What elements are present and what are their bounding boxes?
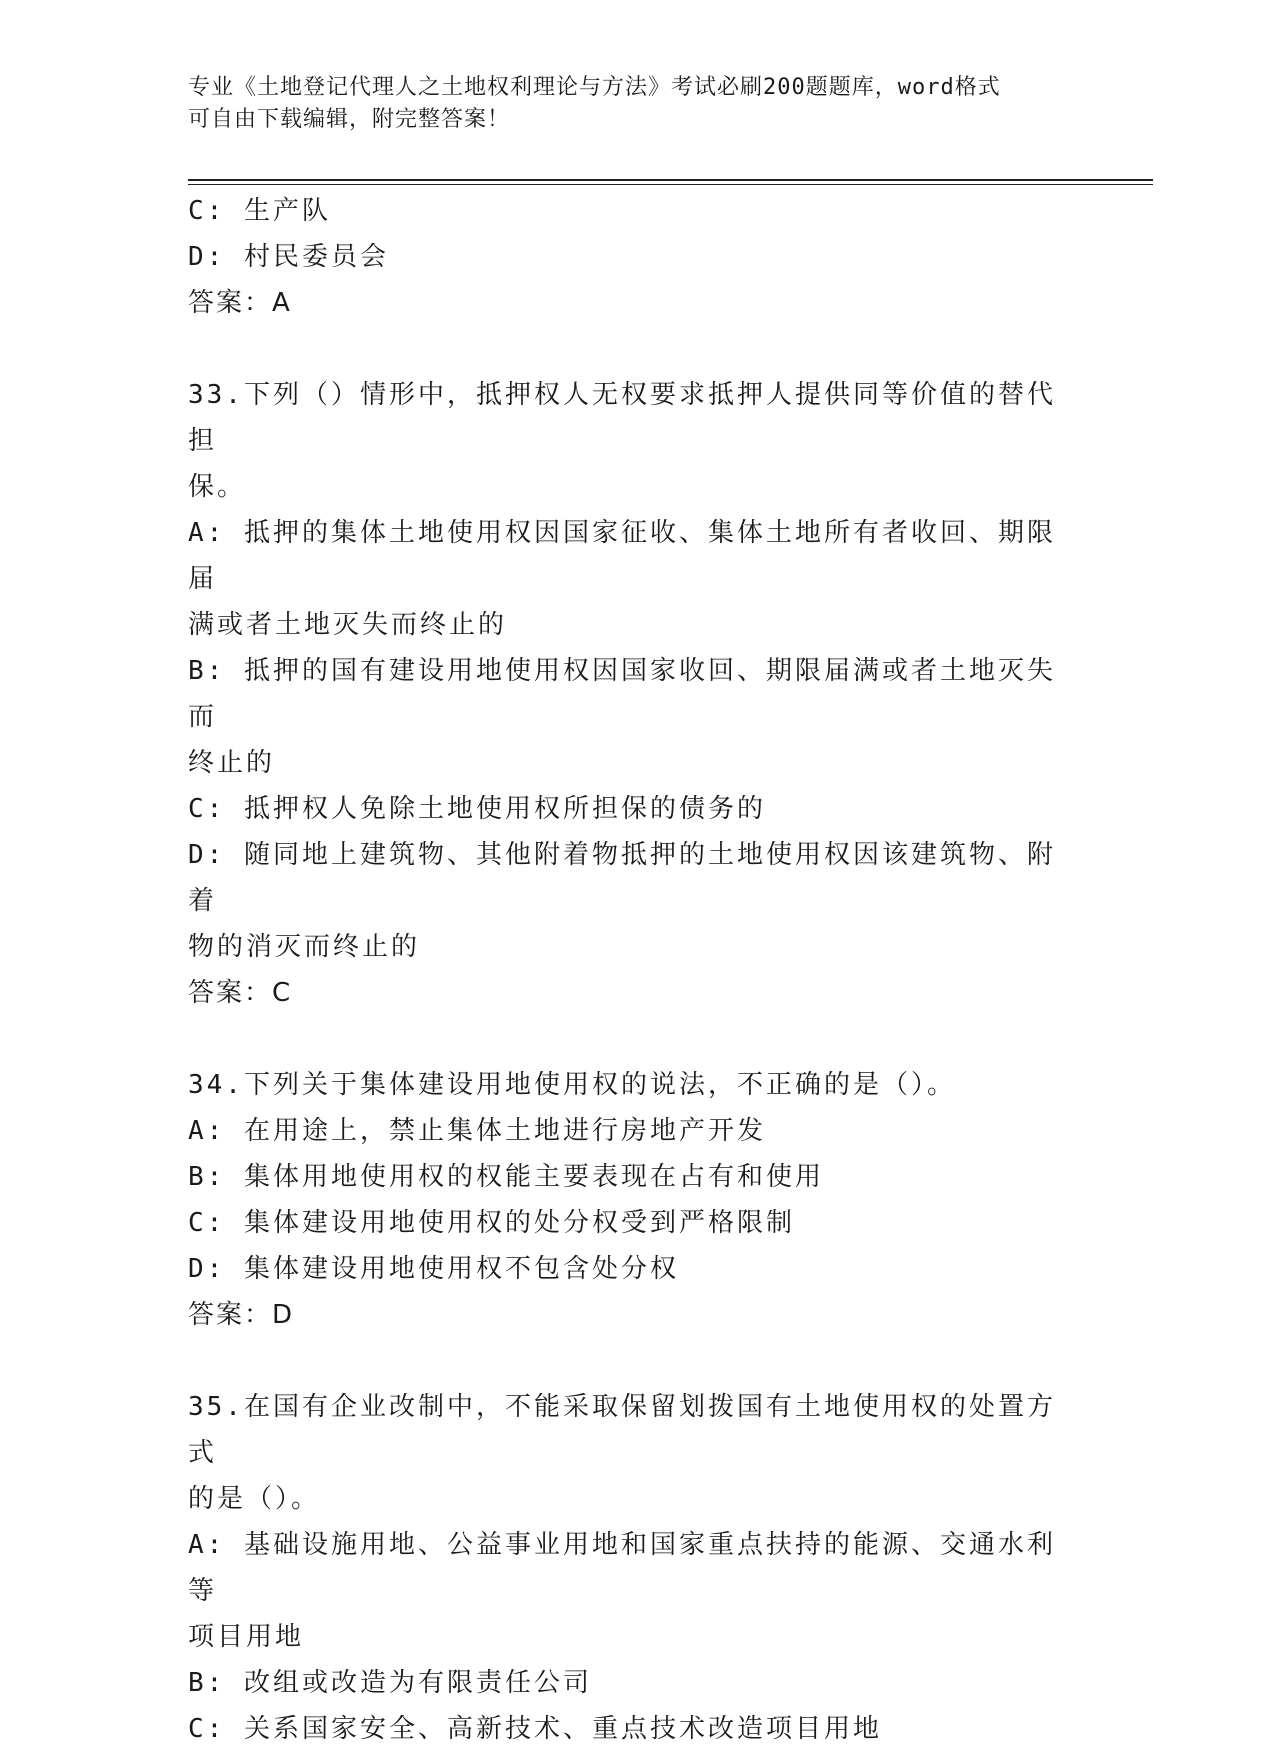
option-c: C: 生产队 (188, 196, 331, 226)
option-a-line: 满或者土地灭失而终止的 (188, 610, 508, 640)
question-34 (188, 1062, 1078, 1338)
partial-question (188, 188, 1078, 326)
option-b-line: B: 抵押的国有建设用地使用权因国家收回、期限届满或者土地灭失而 (188, 656, 1056, 732)
option-a-line: 项目用地 (188, 1622, 305, 1652)
option-d-line: 物的消灭而终止的 (188, 932, 421, 962)
question-stem-line: 保。 (188, 472, 247, 502)
question-stem-line: 的是（）。 (188, 1484, 321, 1514)
question-33 (188, 372, 1078, 1016)
document-header (188, 72, 1068, 136)
option-b-line: B: 改组或改造为有限责任公司 (188, 1668, 592, 1698)
document-body (188, 188, 1078, 1752)
answer: 答案：C (188, 978, 293, 1008)
question-stem-line: 35.在国有企业改制中，不能采取保留划拨国有土地使用权的处置方式 (188, 1392, 1056, 1468)
option-c-line: C: 集体建设用地使用权的处分权受到严格限制 (188, 1208, 795, 1238)
option-a-line: A: 抵押的集体土地使用权因国家征收、集体土地所有者收回、期限届 (188, 518, 1056, 594)
option-c-line: C: 关系国家安全、高新技术、重点技术改造项目用地 (188, 1714, 882, 1744)
question-stem-line: 33.下列（）情形中，抵押权人无权要求抵押人提供同等价值的替代担 (188, 380, 1056, 456)
option-d-line: D: 集体建设用地使用权不包含处分权 (188, 1254, 679, 1284)
option-b-line: B: 集体用地使用权的权能主要表现在占有和使用 (188, 1162, 824, 1192)
answer: 答案：A (188, 288, 292, 318)
option-c-line: C: 抵押权人免除土地使用权所担保的债务的 (188, 794, 766, 824)
header-rule-thick (188, 179, 1153, 181)
header-line-2: 可自由下载编辑，附完整答案！ (188, 107, 511, 132)
answer: 答案：D (188, 1300, 295, 1330)
header-line-1: 专业《土地登记代理人之土地权利理论与方法》考试必刷200题题库，word格式 (188, 75, 1001, 100)
option-b-line: 终止的 (188, 748, 276, 778)
option-a-line: A: 基础设施用地、公益事业用地和国家重点扶持的能源、交通水利等 (188, 1530, 1056, 1606)
header-rule-thin (188, 184, 1153, 185)
question-stem-line: 34.下列关于集体建设用地使用权的说法，不正确的是（）。 (188, 1070, 956, 1100)
option-d-line: D: 随同地上建筑物、其他附着物抵押的土地使用权因该建筑物、附着 (188, 840, 1056, 916)
option-a-line: A: 在用途上，禁止集体土地进行房地产开发 (188, 1116, 766, 1146)
option-d: D: 村民委员会 (188, 242, 389, 272)
question-35 (188, 1384, 1078, 1752)
